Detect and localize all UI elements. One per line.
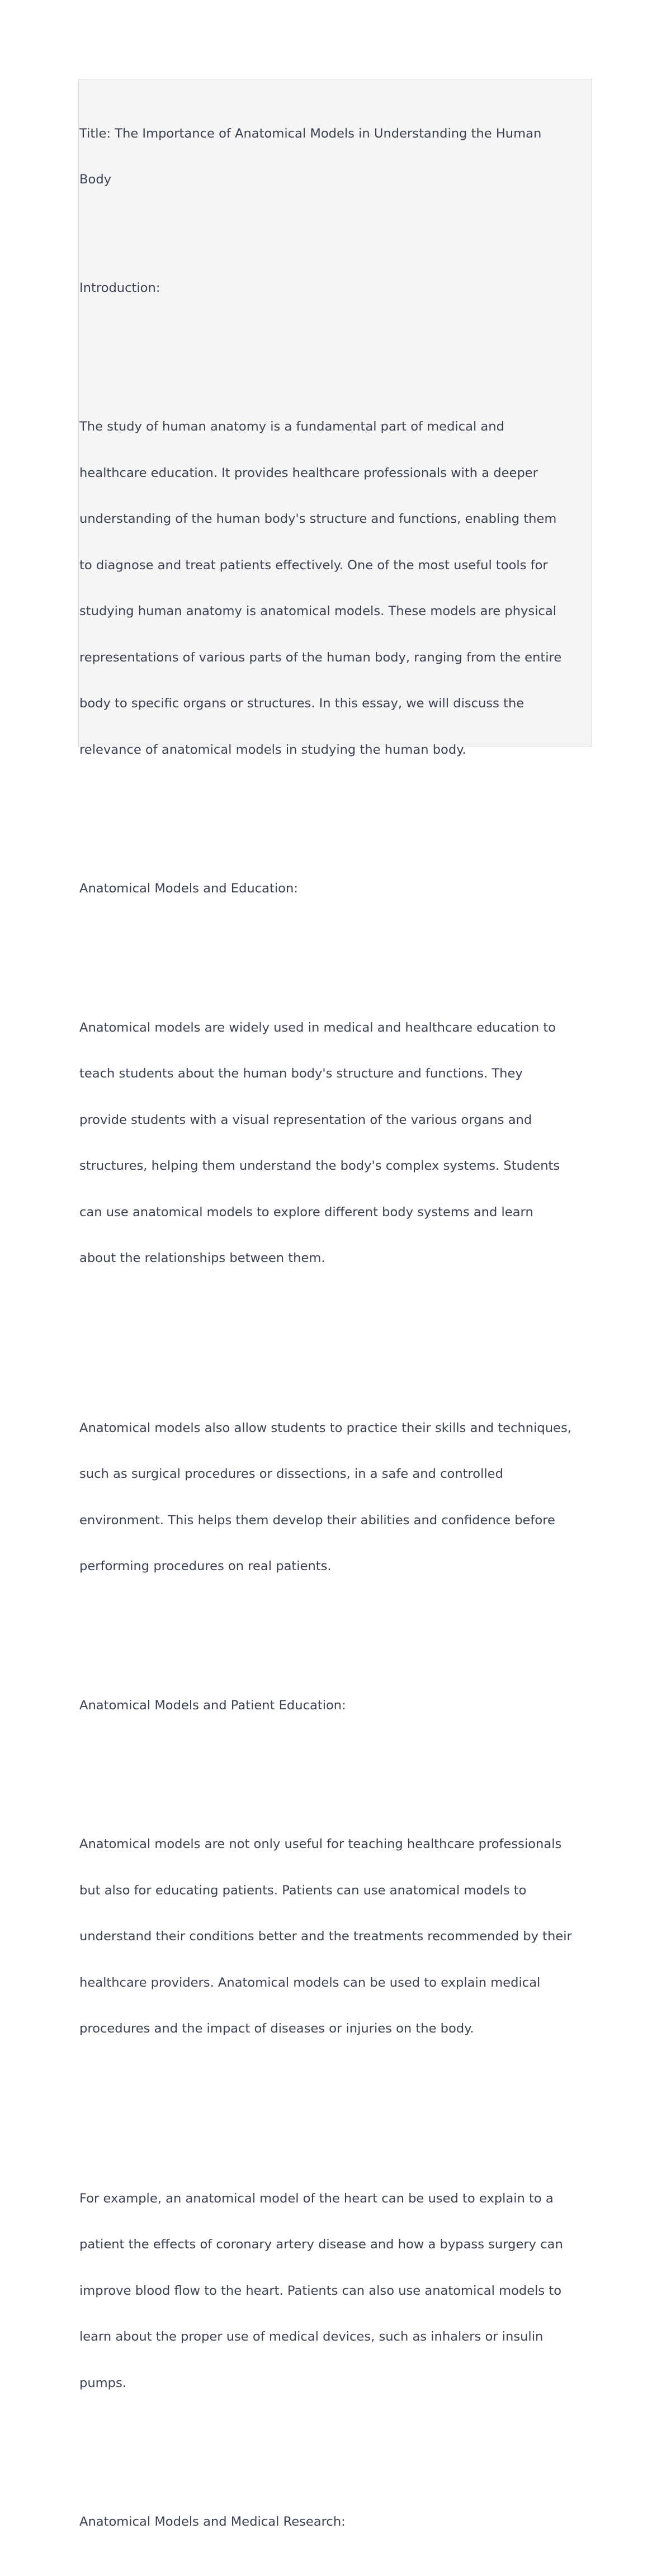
paragraph-line: such as surgical procedures or dissections, in a safe and controlled xyxy=(79,1467,503,1481)
paragraph-line: performing procedures on real patients. xyxy=(79,1559,332,1573)
paragraph-line: healthcare education. It provides healthcare professionals with a deeper xyxy=(79,465,538,480)
spacer xyxy=(79,1328,592,1344)
paragraph-line: patient the effects of coronary artery disease and how a bypass surgery can xyxy=(79,2237,563,2252)
paragraph-line: learn about the proper use of medical devices, such as inhalers or insulin xyxy=(79,2329,544,2344)
spacer xyxy=(79,2098,592,2115)
spacer xyxy=(79,327,592,343)
document-title-line-1: Title: The Importance of Anatomical Models in Understanding the Human xyxy=(79,126,542,141)
paragraph-line: to diagnose and treat patients effectively. One of the most useful tools for xyxy=(79,557,548,573)
paragraph-line: understanding of the human body's structure and functions, enabling them xyxy=(79,512,557,526)
paragraph-line: Anatomical models also allow students to practice their skills and techniques, xyxy=(79,1420,571,1435)
paragraph-education-2 xyxy=(79,1390,592,1605)
spacer xyxy=(79,928,592,944)
paragraph-line: understand their conditions better and the treatments recommended by their xyxy=(79,1929,572,1944)
paragraph-line: teach students about the human body's structure and functions. They xyxy=(79,1066,523,1081)
paragraph-line: Anatomical models are not only useful for teaching healthcare professionals xyxy=(79,1837,562,1851)
paragraph-line: procedures and the impact of diseases or injuries on the body. xyxy=(79,2021,474,2036)
paragraph-line: can use anatomical models to explore different body systems and learn xyxy=(79,1204,533,1220)
spacer xyxy=(79,2452,592,2469)
paragraph-line: relevance of anatomical models in studying the human body. xyxy=(79,742,466,757)
paragraph-line: environment. This helps them develop their abilities and confidence before xyxy=(79,1512,555,1528)
document-title-line-2: Body xyxy=(79,172,112,187)
spacer xyxy=(79,819,592,835)
paragraph-line: but also for educating patients. Patients can use anatomical models to xyxy=(79,1883,527,1898)
section-heading-introduction: Introduction: xyxy=(79,280,160,295)
paragraph-line: pumps. xyxy=(79,2375,126,2390)
section-heading-medical-research: Anatomical Models and Medical Research: xyxy=(79,2514,346,2529)
paragraph-line: Anatomical models are widely used in medical and healthcare education to xyxy=(79,1020,556,1035)
spacer xyxy=(79,1636,592,1652)
document-body xyxy=(79,80,592,2576)
paragraph-line: structures, helping them understand the body's complex systems. Students xyxy=(79,1159,560,1173)
spacer xyxy=(79,1744,592,1760)
section-heading-education: Anatomical Models and Education: xyxy=(79,881,298,896)
paragraph-patient-education-2 xyxy=(79,2161,592,2422)
paragraph-line: improve blood flow to the heart. Patients can also use anatomical models to xyxy=(79,2283,562,2298)
paragraph-line: body to specific organs or structures. In this essay, we will discuss the xyxy=(79,696,524,711)
spacer xyxy=(79,219,592,235)
paragraph-line: For example, an anatomical model of the heart can be used to explain to a xyxy=(79,2191,554,2206)
document-text-box xyxy=(78,79,592,2529)
paragraph-line: provide students with a visual representation of the various organs and xyxy=(79,1112,532,1127)
paragraph-patient-education-1 xyxy=(79,1806,592,2068)
paragraph-line: healthcare providers. Anatomical models can be used to explain medical xyxy=(79,1975,541,1990)
paragraph-line: representations of various parts of the human body, ranging from the entire xyxy=(79,650,562,665)
paragraph-line: The study of human anatomy is a fundamental part of medical and xyxy=(79,419,504,434)
section-heading-patient-education: Anatomical Models and Patient Education: xyxy=(79,1698,346,1713)
paragraph-introduction xyxy=(79,389,592,788)
paragraph-education-1 xyxy=(79,990,592,1297)
paragraph-line: about the relationships between them. xyxy=(79,1251,325,1265)
paragraph-line: studying human anatomy is anatomical models. These models are physical xyxy=(79,604,556,618)
